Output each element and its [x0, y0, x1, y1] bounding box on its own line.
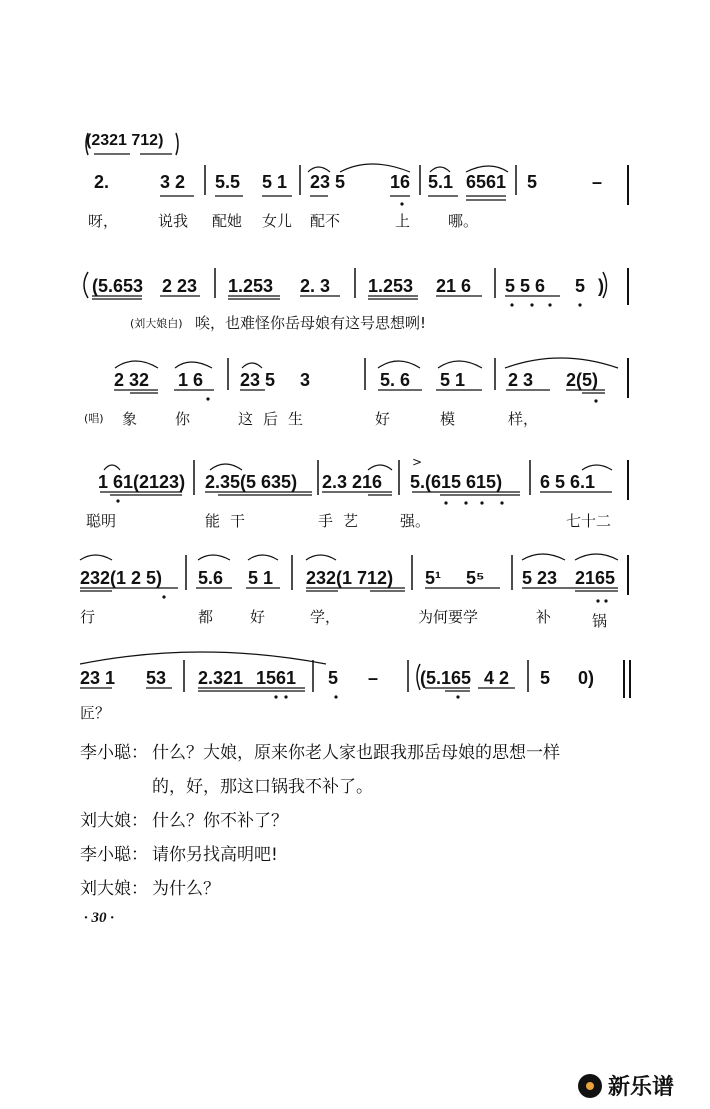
note: )	[598, 276, 604, 296]
lyric: 七十二	[566, 512, 612, 530]
spoken-line: 唉，也难怪你岳母娘有这号思想咧!	[195, 314, 427, 332]
lyric: 匠？	[80, 704, 111, 722]
note: 21 6	[436, 276, 472, 296]
watermark-logo	[578, 1070, 674, 1101]
note: 2.35(5 635)	[205, 472, 298, 492]
note: 2.	[94, 172, 110, 192]
note: 5	[575, 276, 586, 296]
note: 5	[540, 668, 551, 688]
lyric: 女儿	[262, 212, 293, 230]
lyric: 呀，	[88, 212, 119, 230]
lyric: 补	[536, 608, 552, 626]
note: 5 1	[440, 370, 466, 390]
note: 5. 6	[380, 370, 411, 390]
lyric: 能干	[205, 512, 256, 530]
note: 3	[300, 370, 311, 390]
note: 6561	[466, 172, 507, 192]
note: –	[592, 172, 603, 192]
note: 16	[390, 172, 411, 192]
lyric: 学，	[310, 608, 341, 626]
note: 53	[146, 668, 167, 688]
sung-label: (唱)	[84, 412, 104, 425]
record-icon	[578, 1074, 602, 1098]
dialogue-line: 什么？大娘，原来你老人家也跟我那岳母娘的思想一样	[152, 743, 560, 763]
lyric: 锅	[592, 612, 608, 630]
lyric: 手艺	[318, 512, 369, 530]
logo-text: 新乐谱	[608, 1075, 675, 1100]
note: 2 3	[508, 370, 534, 390]
note: 5	[328, 668, 339, 688]
note: 2. 3	[300, 276, 331, 296]
lyric: 好	[375, 410, 391, 428]
dialogue-speaker: 李小聪：	[80, 845, 148, 865]
lyric: 模	[440, 410, 456, 428]
note: 5.(615 615)	[410, 472, 503, 492]
dialogue-line: 什么？你不补了？	[152, 811, 288, 831]
lyric: 配不	[310, 212, 341, 230]
note: 1561	[256, 668, 297, 688]
lyric: 强。	[400, 512, 431, 530]
note: 5 23	[522, 568, 558, 588]
note: 4 2	[484, 668, 510, 688]
note: 6 5 6.1	[540, 472, 596, 492]
note: (5.653	[92, 276, 144, 296]
dialogue-line: 请你另找高明吧!	[152, 845, 278, 865]
note: 1 6	[178, 370, 204, 390]
note: 2.3 216	[322, 472, 383, 492]
dialogue-line: 为什么？	[152, 879, 220, 899]
note: 1 61(2123)	[98, 472, 186, 492]
lyric: 上	[395, 212, 411, 230]
lyric: 聪明	[86, 512, 117, 530]
note: 5¹	[425, 568, 442, 588]
note: 23 1	[80, 668, 116, 688]
note: 232(1 2 5)	[80, 568, 163, 588]
note: 5 5 6	[505, 276, 546, 296]
page-number: · 30 ·	[84, 910, 114, 926]
note: 2 32	[114, 370, 150, 390]
note: 2 23	[162, 276, 198, 296]
note: 2165	[575, 568, 616, 588]
lyric: 样，	[508, 410, 539, 428]
lyric: 都	[198, 608, 214, 626]
lyric: 好	[250, 608, 266, 626]
svg-text:>: >	[412, 455, 423, 469]
lyric: 配她	[212, 212, 243, 230]
lyric: 象	[122, 410, 138, 428]
note: 232(1 712)	[306, 568, 394, 588]
note: 1.253	[228, 276, 274, 296]
note: 23 5	[240, 370, 276, 390]
note: 5	[527, 172, 538, 192]
note: 5.1	[428, 172, 454, 192]
lyric: 行	[80, 608, 96, 626]
lyric: 你	[175, 410, 191, 428]
note: 0)	[578, 668, 595, 688]
note: 3 2	[160, 172, 186, 192]
note: 2(5)	[566, 370, 599, 390]
note: 5.6	[198, 568, 224, 588]
intro-notation: (2321 712)	[86, 132, 164, 149]
note: 23 5	[310, 172, 346, 192]
lyric: 哪。	[448, 212, 479, 230]
lyric: 说我	[158, 212, 189, 230]
dialogue-speaker: 刘大娘：	[80, 811, 148, 831]
lyric: 这后生	[238, 410, 314, 428]
note: 5 1	[248, 568, 274, 588]
dialogue-line: 的，好，那这口锅我不补了。	[152, 777, 373, 797]
lyric: 为何要学	[418, 608, 479, 626]
note: 5⁵	[466, 568, 485, 588]
note: –	[368, 668, 379, 688]
note: 2.321	[198, 668, 244, 688]
note: 5 1	[262, 172, 288, 192]
note: (5.165	[420, 668, 472, 688]
aside-label: (刘大娘白)	[130, 317, 183, 330]
note: 5.5	[215, 172, 241, 192]
dialogue-speaker: 李小聪：	[80, 743, 148, 763]
note: 1.253	[368, 276, 414, 296]
dialogue-speaker: 刘大娘：	[80, 879, 148, 899]
